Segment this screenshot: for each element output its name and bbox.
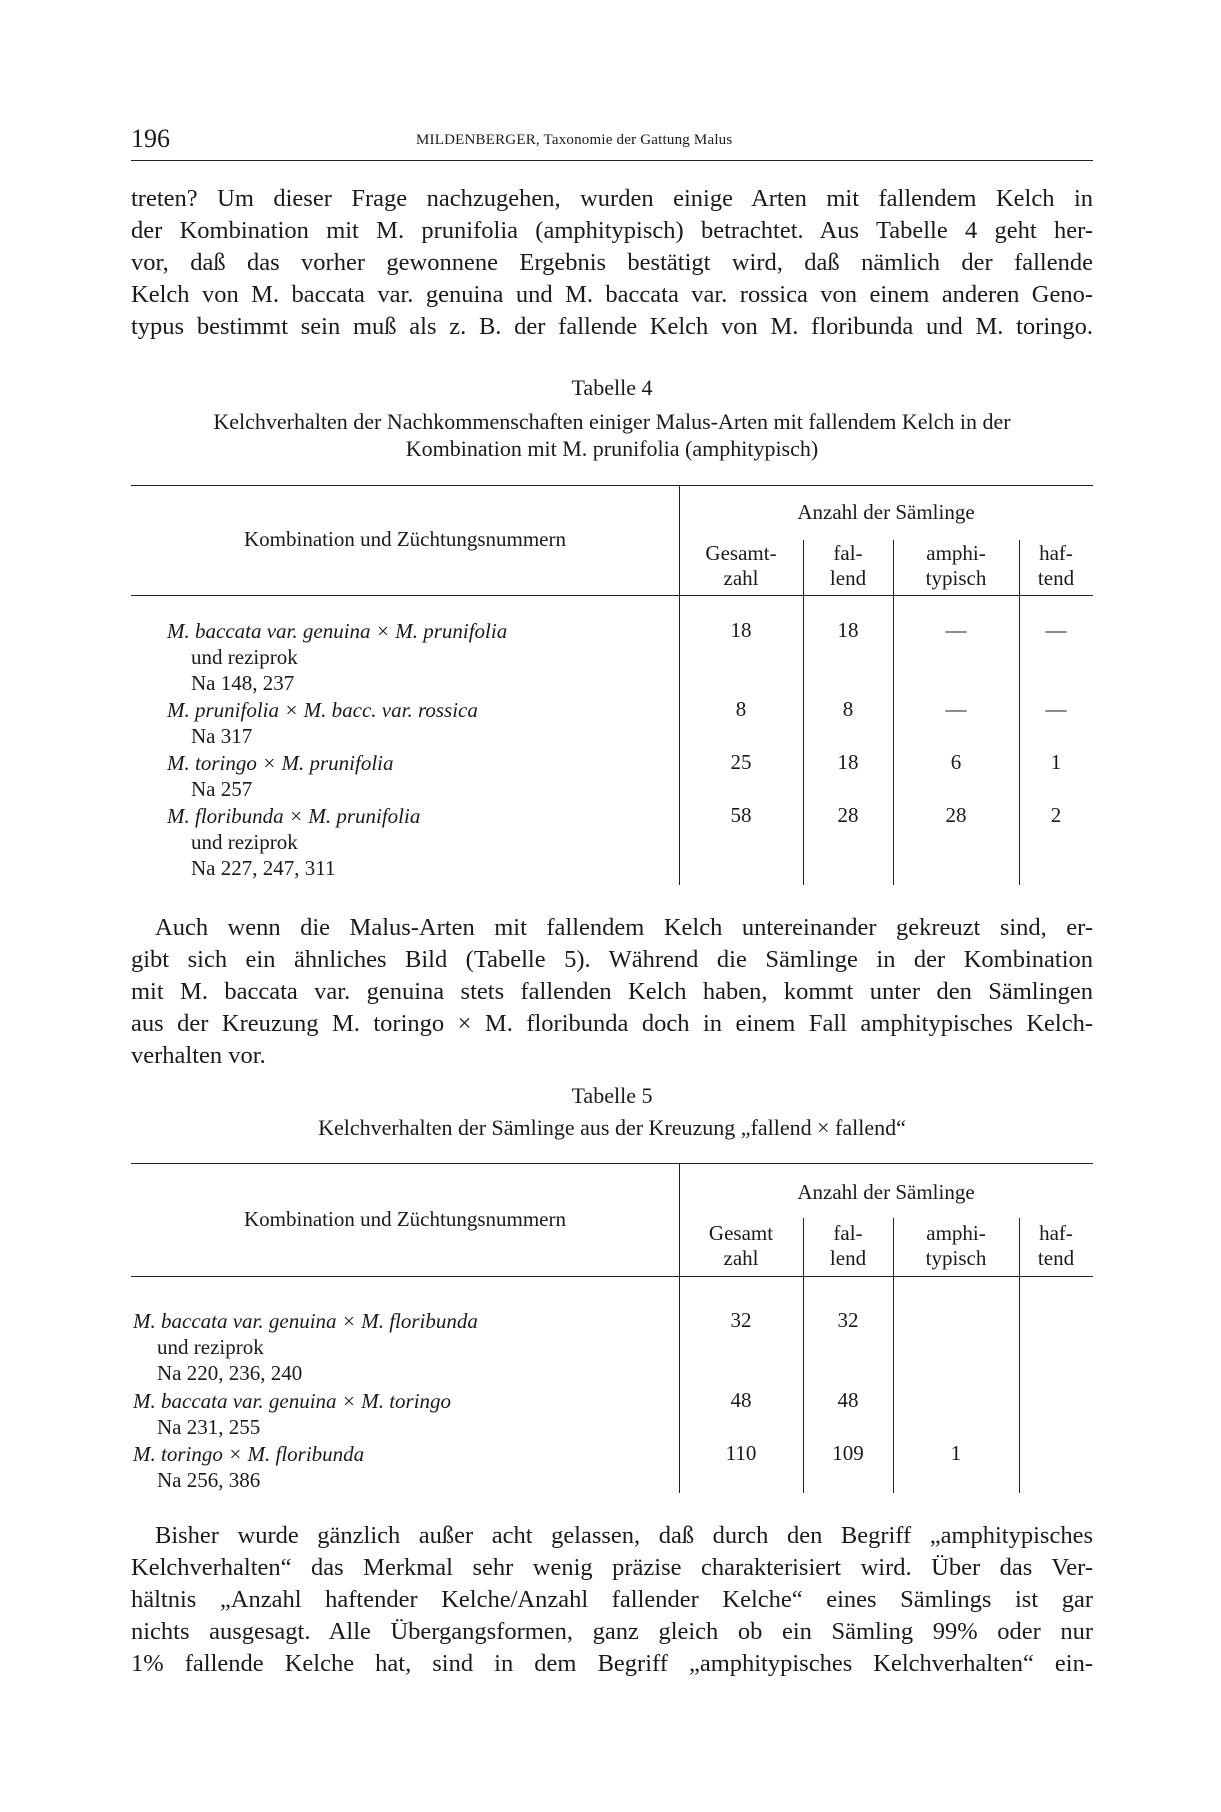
text-line: Kelchverhalten“ das Merkmal sehr wenig präzise charakterisiert wird. Über das Ver-	[131, 1554, 1093, 1581]
text-line: 1% fallende Kelche hat, sind in dem Begriff „amphitypisches Kelchverhalten“ ein-	[131, 1650, 1093, 1677]
value-total: 48	[730, 1388, 752, 1412]
table-header-rule	[131, 595, 1093, 596]
text-line: hältnis „Anzahl haftender Kelche/Anzahl fallender Kelche“ eines Sämlings ist gar	[131, 1586, 1093, 1613]
table-row	[133, 1441, 364, 1493]
table-4-caption-line-2: Kombination mit M. prunifolia (amphitypisch)	[405, 436, 819, 461]
table-row	[167, 750, 394, 802]
value-falling: 48	[837, 1388, 859, 1412]
value-total: 8	[735, 697, 747, 721]
text-line: Kelch von M. baccata var. genuina und M. baccata var. rossica von einem anderen Geno-	[131, 281, 1093, 308]
table-header-rule	[131, 1276, 1093, 1277]
group-header: Anzahl der Sämlinge	[797, 1180, 975, 1204]
value-falling: 109	[832, 1441, 864, 1465]
value-amphitypic: —	[945, 697, 967, 721]
value-falling: 32	[837, 1308, 859, 1332]
table-row	[133, 1388, 451, 1440]
column-header-combination: Kombination und Züchtungsnummern	[244, 1207, 566, 1231]
cross-label: M. toringo × M. prunifolia	[167, 751, 394, 775]
table-top-rule	[131, 485, 1093, 486]
table-4-label: Tabelle 4	[571, 375, 653, 400]
text-line: Bisher wurde gänzlich außer acht gelassen, daß durch den Begriff „amphitypisches	[155, 1522, 1093, 1549]
column-header: amphi- typisch	[925, 541, 987, 590]
page-header	[131, 124, 1093, 161]
column-divider	[893, 540, 894, 885]
page-number: 196	[131, 124, 170, 153]
text-line: nichts ausgesagt. Alle Übergangsformen, ganz gleich ob ein Sämling 99% oder nur	[131, 1618, 1093, 1645]
group-header: Anzahl der Sämlinge	[797, 500, 975, 524]
table-row	[167, 618, 507, 696]
table-4-caption-line-1: Kelchverhalten der Nachkommenschaften einiger Malus-Arten mit fallendem Kelch in der	[213, 409, 1011, 434]
value-total: 58	[730, 803, 752, 827]
breeding-numbers: Na 257	[191, 777, 253, 801]
cross-label: M. baccata var. genuina × M. toringo	[133, 1389, 452, 1413]
paragraph-1	[131, 183, 1093, 343]
text-line: aus der Kreuzung M. toringo × M. floribunda doch in einem Fall amphitypisches Kelch-	[131, 1010, 1093, 1037]
column-divider	[679, 1163, 680, 1493]
breeding-numbers: Na 317	[191, 724, 253, 748]
cross-note: und reziprok	[191, 645, 298, 669]
value-total: 32	[730, 1308, 752, 1332]
value-persistent: 2	[1050, 803, 1062, 827]
cross-note: und reziprok	[157, 1335, 264, 1359]
table-4	[131, 485, 1093, 885]
value-total: 25	[730, 750, 752, 774]
value-amphitypic: 6	[950, 750, 962, 774]
column-header-combination: Kombination und Züchtungsnummern	[244, 527, 566, 551]
table-row	[167, 803, 420, 881]
value-falling: 18	[837, 618, 859, 642]
value-falling: 28	[837, 803, 859, 827]
column-header: amphi- typisch	[925, 1221, 987, 1270]
value-amphitypic: 28	[945, 803, 967, 827]
cross-label: M. floribunda × M. prunifolia	[167, 804, 421, 828]
value-persistent: —	[1045, 618, 1067, 642]
running-title: MILDENBERGER, Taxonomie der Gattung Malus	[416, 132, 733, 148]
column-header: fal- lend	[829, 541, 867, 590]
breeding-numbers: Na 220, 236, 240	[157, 1361, 303, 1385]
text-line: Auch wenn die Malus-Arten mit fallendem Kelch untereinander gekreuzt sind, er-	[155, 914, 1093, 941]
column-divider	[803, 540, 804, 885]
value-persistent: —	[1045, 697, 1067, 721]
text-line: verhalten vor.	[131, 1042, 266, 1069]
cross-label: M. prunifolia × M. bacc. var. rossica	[167, 698, 478, 722]
value-amphitypic: 1	[950, 1441, 962, 1465]
value-falling: 8	[842, 697, 854, 721]
cross-label: M. baccata var. genuina × M. prunifolia	[167, 619, 508, 643]
cross-label: M. baccata var. genuina × M. floribunda	[133, 1309, 478, 1333]
paragraph-2	[131, 912, 1093, 1072]
text-line: typus bestimmt sein muß als z. B. der fallende Kelch von M. floribunda und M. toringo.	[131, 313, 1093, 340]
table-5-caption: Kelchverhalten der Sämlinge aus der Kreuzung „fallend × fallend“	[318, 1115, 906, 1140]
value-total: 18	[730, 618, 752, 642]
cross-note: und reziprok	[191, 830, 298, 854]
value-total: 110	[725, 1441, 757, 1465]
breeding-numbers: Na 231, 255	[157, 1415, 261, 1439]
value-falling: 18	[837, 750, 859, 774]
column-header: Gesamt zahl	[708, 1221, 774, 1270]
breeding-numbers: Na 256, 386	[157, 1468, 261, 1492]
cross-label: M. toringo × M. floribunda	[133, 1442, 365, 1466]
column-header: haf- tend	[1037, 541, 1075, 590]
table-row	[167, 697, 478, 749]
breeding-numbers: Na 148, 237	[191, 671, 295, 695]
value-amphitypic: —	[945, 618, 967, 642]
value-persistent: 1	[1050, 750, 1062, 774]
column-header: fal- lend	[829, 1221, 867, 1270]
text-line: vor, daß das vorher gewonnene Ergebnis bestätigt wird, daß nämlich der fallende	[131, 249, 1093, 276]
column-header: Gesamt- zahl	[705, 541, 777, 590]
text-line: mit M. baccata var. genuina stets fallenden Kelch haben, kommt unter den Sämlingen	[131, 978, 1093, 1005]
breeding-numbers: Na 227, 247, 311	[191, 856, 336, 880]
text-line: der Kombination mit M. prunifolia (amphitypisch) betrachtet. Aus Tabelle 4 geht her-	[131, 217, 1093, 244]
text-line: treten? Um dieser Frage nachzugehen, wurden einige Arten mit fallendem Kelch in	[131, 185, 1093, 212]
text-line: gibt sich ein ähnliches Bild (Tabelle 5). Während die Sämlinge in der Kombination	[131, 946, 1093, 973]
table-top-rule	[131, 1163, 1093, 1164]
column-header: haf- tend	[1037, 1221, 1075, 1270]
column-divider	[1019, 540, 1020, 885]
table-row	[133, 1308, 478, 1386]
table-5	[131, 1163, 1093, 1493]
paragraph-3	[131, 1520, 1093, 1680]
table-5-label: Tabelle 5	[571, 1083, 653, 1108]
